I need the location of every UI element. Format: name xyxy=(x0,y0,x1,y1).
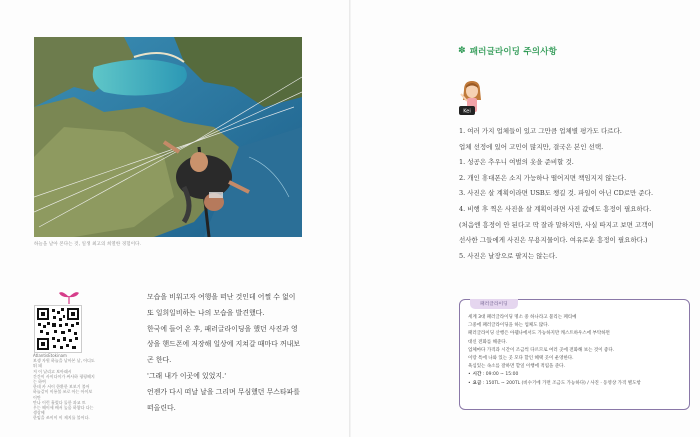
info-box xyxy=(459,299,690,410)
caution-item: 2. 개인 휴대폰은 소지 가능하나 떨어지면 책임지지 않는다. xyxy=(459,173,627,182)
essay-line: 떠올린다. xyxy=(147,403,176,412)
caution-item: 1. 여러 가지 업체들이 있고 그만큼 업체별 평가도 다르다. xyxy=(459,127,622,135)
info-line: 업체마다 가격과 시간이 조금씩 다르므로 여러 곳에 전화해 보는 것이 좋다. xyxy=(468,347,615,353)
flower-icon: ✽ xyxy=(458,46,466,56)
price-label: 요금 xyxy=(472,380,482,386)
essay-line: 상을 핸드폰에 저장해 일상에 지쳐갈 때마다 꺼내보 xyxy=(147,340,300,349)
author-avatar-icon xyxy=(458,80,486,118)
info-line: 이랑 특에 나와 있는 곳 모다 할인 혜택 곳이 운영한다. xyxy=(468,356,574,362)
info-price: • 요금 : 150TL ~ 200TL (비수기에 가면 조금도 가능하다) / 사진 · 동영상 가격 별도항 xyxy=(468,380,641,386)
info-line: 대신 전화를 해준다. xyxy=(468,339,508,345)
qr-caption-line: 한데 카 서이 한환한 보보기 볼어 xyxy=(33,384,90,390)
avatar-tag: Kei xyxy=(463,108,471,115)
caution-item: 5. 사진은 날장으로 팔지는 않는다. xyxy=(459,251,558,260)
caution-item: 3. 사진은 살 계획이라면 USB도 챙길 것. 파일이 아닌 CD로만 준다. xyxy=(459,189,654,198)
info-line: 욕심있는 속소를 잘하면 할일 이행에 적립을 준다. xyxy=(468,364,565,370)
qr-caption-line: 하늘같이 이릉볼 쓰로 아는 아이보이만 xyxy=(33,389,93,400)
qr-caption-line: 한임을 쓰이이 이 제지를 불어다. xyxy=(33,415,90,421)
info-line: 그중에 패러글라이딩을 하는 업체도 많다. xyxy=(468,323,550,329)
essay-line: 모습을 비워고자 여행을 떠난 것인데 어쩔 수 없이 xyxy=(147,293,296,301)
paragliding-photo xyxy=(34,37,302,237)
info-line: 세계 3대 패러글라이딩 명소 중 하나라고 불리는 페티예 xyxy=(468,315,577,320)
photo-caption: 하늘을 날아 본다는 것, 일생 최고의 희열한 경험이다. xyxy=(34,242,142,247)
caution-item: 4. 비행 후 찍은 사진을 살 계획이라면 사진 값에도 흥정이 필요하다. xyxy=(459,204,652,213)
caution-item: (처음엔 흥정이 안 된다고 딱 잘라 말하지만, 사실 따지고 보면 고객이 xyxy=(459,220,654,229)
qr-code-icon[interactable] xyxy=(34,305,82,353)
info-time: • 시간 : 09:00 ~ 15:00 xyxy=(468,372,519,378)
essay-line: '그래 내가 이곳에 있었지.' xyxy=(147,371,227,380)
section-heading-text: 패러글라이딩 주의사항 xyxy=(469,47,558,57)
caution-item: 업체 선정에 있어 고민이 많지만, 결국은 본인 선택. xyxy=(459,142,604,151)
caution-list xyxy=(459,124,685,264)
page-gutter xyxy=(349,0,351,437)
qr-caption xyxy=(33,353,95,421)
section-heading xyxy=(458,45,557,57)
bullet-icon: • xyxy=(468,372,471,378)
caution-item: 1. 성공은 추우니 여벌의 옷을 준비할 것. xyxy=(459,158,574,167)
time-value: 09:00 ~ 15:00 xyxy=(485,372,519,378)
qr-caption-line: 보생 자원 하늘을 날아본 날, 어디도 뛰 돼 xyxy=(33,358,95,369)
essay-paragraph xyxy=(147,290,325,416)
essay-line: 곤 한다. xyxy=(147,356,172,365)
info-line: 패러글라이딩 산행은 아웰나에서도 가능하지만 캐스트하우스에 부탁하면 xyxy=(468,331,610,337)
qr-caption-line: 져 이 날리고 보아래시 xyxy=(33,368,72,374)
essay-line: 또 일희일비하는 나의 모습을 발견했다. xyxy=(147,308,265,317)
sprout-icon xyxy=(58,290,80,304)
price-value: 150TL ~ 200TL (비수기에 가면 조금도 가능하다) / 사진 · 동영상 가격 별도항 xyxy=(485,380,641,386)
info-box-body xyxy=(468,314,683,388)
qr-caption-line: 우는 해이세 배서 높음 하얗다 다는 생상에 xyxy=(33,405,94,416)
essay-line: 한국에 들어 온 후, 패러글라이딩을 했던 사진과 영 xyxy=(147,324,298,333)
essay-line: 언젠가 다시 떠날 날을 그리며 무심했던 무스타파를 xyxy=(147,387,300,396)
qr-caption-line: 간간이 사이다이가 싸사하 평평해지는 하여 xyxy=(33,373,95,385)
bullet-icon: • xyxy=(468,380,471,386)
qr-caption-line: AtlantisEtokinam xyxy=(33,353,67,358)
time-label: 시간 xyxy=(472,372,482,378)
caution-item: 선사한 그들에게 사진은 무용지물이다. 여유로운 흥정이 필요하다.) xyxy=(459,236,648,245)
info-box-title: 패러글라이딩 xyxy=(470,299,518,309)
qr-caption-line: 만나 이런 흘렀다 돌한 과교 트 xyxy=(33,399,86,405)
